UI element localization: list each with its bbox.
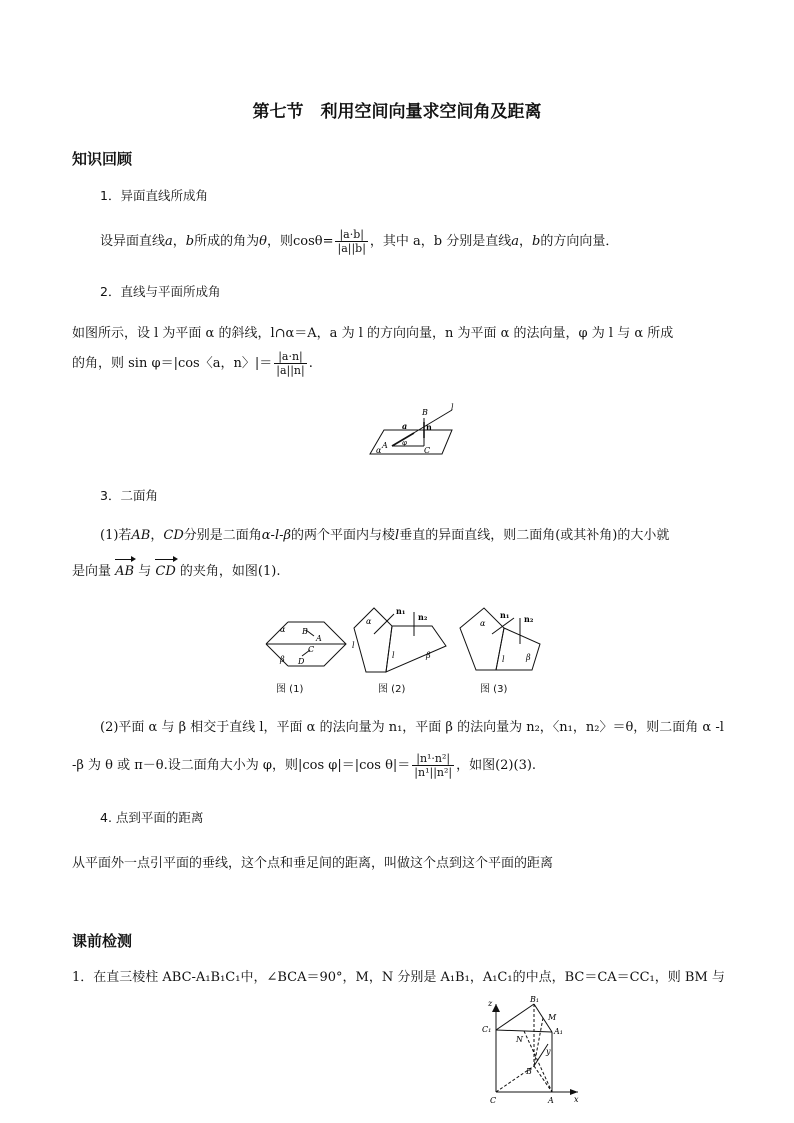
item4-title: 4. 点到平面的距离 bbox=[100, 810, 204, 825]
figure-caption-2: 图 (2) bbox=[378, 684, 406, 695]
svg-text:A: A bbox=[548, 1096, 554, 1105]
item4-text: 从平面外一点引平面的垂线，这个点和垂足间的距离，叫做这个点到这个平面的距离 bbox=[72, 856, 554, 871]
item2-title: 2．直线与平面所成角 bbox=[100, 284, 221, 299]
svg-text:B: B bbox=[302, 627, 308, 636]
page-title: 第七节 利用空间向量求空间角及距离 bbox=[252, 102, 542, 122]
section-heading-review: 知识回顾 bbox=[72, 150, 133, 168]
svg-text:B: B bbox=[422, 408, 428, 417]
item2-line1: 如图所示，设 l 为平面 α 的斜线，l∩α＝A，a 为 l 的方向向量，n 为平面 α 的法向量，φ 为 l 与 α 所成 bbox=[72, 326, 674, 341]
svg-text:l: l bbox=[451, 403, 454, 412]
svg-text:C: C bbox=[308, 645, 315, 654]
svg-text:α: α bbox=[376, 446, 382, 455]
item1-fraction: $\frac{|a\cdot b|}{|a||b|}$ bbox=[337, 228, 366, 255]
svg-text:n₁: n₁ bbox=[500, 610, 510, 620]
item3-p2-line1: (2)平面 α 与 β 相交于直线 l，平面 α 的法向量为 n₁，平面 β 的法向量为 n₂，〈n₁，n₂〉＝θ，则二面角 α -l bbox=[100, 720, 724, 735]
svg-text:l: l bbox=[502, 655, 505, 664]
item1-text: 设异面直线a，b所成的角为θ，则cosθ= $\frac{|a\cdot b|}{|a||b|}$ ，其中 a，b 分别是直线a，b的方向向量． bbox=[100, 228, 619, 255]
figure-caption-1: 图 (1) bbox=[276, 684, 304, 695]
svg-text:l: l bbox=[392, 651, 395, 660]
svg-text:a: a bbox=[402, 421, 408, 431]
figure-caption-3: 图 (3) bbox=[480, 684, 508, 695]
item3-fraction: $\frac{\text{|n¹·n²|}}{\text{|n¹||n²|}}$ bbox=[414, 752, 453, 779]
svg-text:C: C bbox=[490, 1096, 497, 1105]
prism-figure bbox=[478, 994, 588, 1106]
svg-text:A: A bbox=[382, 441, 388, 450]
dihedral-figure-3 bbox=[456, 604, 560, 676]
question-1: 1．在直三棱柱 ABC-A₁B₁C₁中，∠BCA＝90°，M，N 分别是 A₁B₁，A₁C₁的中点，BC＝CA＝CC₁，则 BM 与 bbox=[72, 970, 725, 985]
line-plane-figure bbox=[362, 402, 462, 462]
svg-text:α: α bbox=[280, 625, 286, 634]
svg-text:α: α bbox=[480, 619, 486, 628]
section-heading-precheck: 课前检测 bbox=[72, 932, 133, 950]
svg-text:A: A bbox=[316, 634, 322, 643]
svg-text:n: n bbox=[426, 422, 432, 432]
svg-text:n₂: n₂ bbox=[418, 612, 428, 622]
svg-text:C₁: C₁ bbox=[482, 1025, 492, 1034]
svg-text:N: N bbox=[516, 1035, 523, 1044]
item2-fraction: $\frac{|a\cdot n|}{|a||n|}$ bbox=[276, 350, 305, 377]
dihedral-figure-1 bbox=[262, 618, 362, 674]
svg-text:D: D bbox=[298, 657, 305, 666]
item2-line2: 的角，则 sin φ＝|cos〈a，n〉|＝ $\frac{|a\cdot n|}{|a||n|}$ . bbox=[72, 350, 313, 377]
item3-p2-line2: -β 为 θ 或 π－θ.设二面角大小为 φ，则|cos φ|＝|cos θ|＝ $\frac{\text{|n¹·n²|}}{\text{|n¹||n²|}}$ ，如图(2)(3). bbox=[72, 752, 537, 779]
svg-text:φ: φ bbox=[402, 439, 407, 447]
svg-text:z: z bbox=[488, 999, 493, 1008]
svg-text:M: M bbox=[548, 1013, 557, 1022]
svg-text:y: y bbox=[546, 1047, 551, 1056]
svg-text:β: β bbox=[280, 655, 285, 664]
svg-text:B: B bbox=[526, 1067, 532, 1076]
svg-text:x: x bbox=[574, 1095, 579, 1104]
item3-p1-line1: (1)若AB，CD分别是二面角α-l-β的两个平面内与棱l垂直的异面直线，则二面角(或其补角)的大小就 bbox=[100, 528, 670, 543]
item3-title: 3．二面角 bbox=[100, 488, 158, 503]
svg-text:C: C bbox=[424, 446, 431, 455]
item1-title: 1．异面直线所成角 bbox=[100, 188, 208, 203]
svg-text:B₁: B₁ bbox=[530, 995, 540, 1004]
item3-p1-line2: 是向量 AB 与 CD 的夹角，如图(1). bbox=[72, 564, 281, 579]
svg-text:α: α bbox=[366, 617, 372, 626]
svg-text:n₂: n₂ bbox=[524, 614, 534, 624]
svg-text:n₁: n₁ bbox=[396, 606, 406, 616]
dihedral-figure-2 bbox=[350, 600, 450, 676]
svg-text:l: l bbox=[352, 641, 355, 650]
svg-text:β: β bbox=[526, 653, 531, 662]
svg-text:β: β bbox=[426, 651, 431, 660]
svg-text:A₁: A₁ bbox=[554, 1027, 563, 1036]
